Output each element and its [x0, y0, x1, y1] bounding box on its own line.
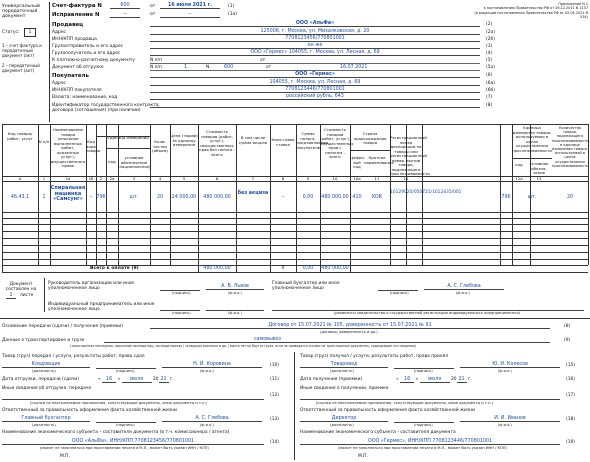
giver-fio-hint: (ф.и.о.): [200, 369, 214, 373]
field-value: [150, 102, 480, 108]
column-number: 12а: [515, 176, 523, 181]
table-cell-qty: 20: [156, 195, 164, 200]
receive-date[interactable]: « 16 » июля 20 21 г.: [396, 377, 472, 382]
column-number: 11: [374, 176, 380, 181]
field-underline: [150, 63, 480, 64]
field-value: 125008, г. Москва, ул. Михалковская, д. 20: [150, 29, 480, 35]
shipment-row-n-value: 1: [184, 65, 188, 70]
field-label: Валюта: наименование, код: [52, 95, 118, 100]
field-value: 104055, г. Москва, ул. Лесная, д. 69: [150, 80, 480, 86]
total-vat: 480 000,00: [321, 266, 349, 271]
receive-year-suffix: г.: [467, 377, 472, 382]
field-code: (7): [486, 95, 493, 100]
field-code: (5а): [486, 65, 495, 70]
receive-year: 21: [458, 377, 465, 382]
column-number: 8: [281, 176, 285, 181]
receive-date-code: (16): [566, 377, 576, 382]
ship-year: 21: [160, 377, 167, 382]
taker-position: Товаровед: [300, 362, 388, 368]
transport-value: самовывоз: [104, 337, 550, 343]
column-number: 3: [132, 176, 136, 181]
column-header-price: Цена (тариф) за единицу измерения: [170, 133, 198, 147]
taker-resp-label: Ответственный за правильность оформления факта хозяйственной жизни: [300, 408, 475, 413]
column-header-qty: Коли-чество (объем): [152, 139, 168, 153]
acc-sig-hint: (подпись): [390, 291, 409, 295]
table-cell-kind: --: [89, 195, 93, 200]
giver-name: Н. И. Коровина: [162, 362, 262, 368]
field-underline: [150, 70, 480, 71]
column-header-reg: Регистрационный номер декларации на товары или регистрационный номер партии товара, подлежащего прослеживаемости: [390, 135, 430, 176]
section-divider: [0, 318, 590, 319]
column-number: 4: [158, 176, 162, 181]
ip-sig-hint: (подпись): [172, 311, 191, 315]
giver-resp-name: А. С. Глебова: [162, 416, 262, 422]
column-header-country-code: Цифро-вой код: [350, 155, 366, 169]
giver-code: (10): [270, 363, 280, 368]
field-code: (5): [486, 58, 493, 63]
taker-resp-pos-hint: (должность): [330, 423, 354, 427]
giver-resp-fio-hint: (ф.и.о.): [200, 423, 214, 427]
table-cell-name: Спиральная машинка «Самсунг»: [50, 185, 86, 203]
giver-resp-position: Главный бухгалтер: [2, 416, 90, 422]
table-cell-npp: 1: [42, 195, 46, 200]
doc-type-label: Универсальный передаточный документ: [2, 4, 40, 20]
column-header-rate: Нало-говая ставка: [271, 137, 295, 147]
column-number: 13: [536, 176, 542, 181]
head-name: А. В. Львов: [206, 284, 264, 290]
column-number: 10: [332, 176, 338, 181]
field-label: Покупатель: [52, 73, 89, 79]
payment-row-from: от: [260, 58, 266, 63]
ship-other-label: Иные сведения об отгрузке, передаче: [2, 386, 92, 391]
giver-entity-value: ООО «АльФа», ИНН/КПП 7708123456/770801001: [2, 439, 264, 445]
appendix-note: Приложение N 1 к постановлению Правительства РФ от 26.12.2011 N 1137 (в редакции постановления Правительства РФ от 02.04.2021 N 534): [474, 2, 588, 20]
giver-stamp-place: М.П.: [60, 454, 70, 459]
field-code: (2): [486, 22, 493, 27]
correction-date: --: [160, 12, 220, 18]
taker-entity-code: (19): [566, 440, 576, 445]
ship-year-suffix: г.: [169, 377, 174, 382]
column-header-unit: Единица измерения: [107, 135, 149, 140]
doc-pages-label: Документ составлен на: [5, 282, 37, 292]
total-cost: 480 000,00: [203, 266, 231, 271]
table-vline: [588, 124, 589, 265]
acc-fio-hint: (ф.и.о.): [456, 291, 470, 295]
taker-entity-hint: (может не заполняться при проставлении печати в М.П., может быть указан ИНН / КПП): [338, 446, 507, 450]
ip-label: Индивидуальный предприниматель или иное уполномоченное лицо: [48, 302, 155, 312]
table-subline: [512, 158, 552, 159]
column-number: 10а: [353, 176, 361, 181]
field-label: ИНН/КПП продавца: [52, 37, 97, 42]
giver-entity-code: (14): [270, 440, 280, 445]
table-cell-price: 24 000,00: [171, 195, 197, 200]
column-header-trace-code: код: [515, 162, 523, 167]
doc-pages-value: 1: [6, 293, 16, 299]
field-label: Продавец: [52, 22, 84, 28]
table-cell-unit-code: 796: [96, 195, 106, 200]
column-number: 7: [251, 176, 255, 181]
field-label: Адрес: [52, 81, 66, 86]
basis-hint: (договор; доверенность и др.): [320, 330, 378, 334]
taker-resp-name: И. И. Иванов: [460, 416, 560, 422]
field-label: Документ об отгрузке: [52, 65, 104, 70]
field-label: Грузополучатель и его адрес: [52, 51, 121, 56]
sig-divider: [44, 278, 45, 312]
table-cell-cost-vat: 480 000,00: [321, 195, 349, 200]
table-vline: [2, 265, 3, 272]
receive-other-hint: (ссылки на неотъемлемые приложения, сопутствующие документы, иные документы и т.п.): [316, 401, 494, 405]
transport-code: (9): [564, 338, 571, 343]
basis-label: Основание передачи (сдачи) / получения (приемки): [2, 324, 123, 329]
shipment-row-no-value: 600: [224, 65, 234, 70]
ip-requisites-hint: (реквизиты свидетельства о государственной регистрации индивидуального предпринимателя): [334, 311, 521, 315]
field-code: (8): [486, 103, 493, 108]
taker-sig-hint: (подпись): [414, 369, 433, 373]
receive-other-code: (17): [566, 393, 576, 398]
giver-entity-hint: (может не заполняться при проставлении печати в М.П., может быть указан ИНН / КПП): [40, 446, 209, 450]
field-code: (4): [486, 51, 493, 56]
transport-label: Данные о транспортировке и грузе: [2, 338, 85, 343]
column-number: 5: [182, 176, 186, 181]
ip-fio-hint: (ф.и.о.): [228, 311, 242, 315]
field-value: ООО «Гермес» 104055, г. Москва, ул. Лесная, д. 69: [150, 50, 480, 56]
receive-month: июля: [420, 377, 450, 383]
field-code: (6а): [486, 81, 495, 86]
column-header-name: Наименование товара (описание выполненных работ, оказанных услуг), имущественного права: [50, 127, 86, 168]
receive-other-label: Иные сведения о получении, приемке: [300, 386, 389, 391]
taker-pos-hint: (должность): [330, 369, 354, 373]
head-fio-hint: (ф.и.о.): [228, 291, 242, 295]
ship-other-code: (12): [270, 393, 280, 398]
column-number: 6: [215, 176, 219, 181]
table-subline: [106, 148, 150, 149]
field-value: российский рубль, 643: [150, 94, 480, 100]
field-label: К платежно-расчетному документу: [52, 58, 135, 63]
ship-date-label: Дата отгрузки, передачи (сдачи): [2, 377, 79, 382]
column-header-excise: В том числе сумма акциза: [238, 135, 268, 145]
field-code: (3): [486, 44, 493, 49]
giver-label: Товар (груз) передал / услуги, результаты работ, права сдал: [2, 354, 145, 359]
status-label: Статус:: [2, 30, 20, 35]
column-number: 9: [306, 176, 310, 181]
receive-date-label: Дата получения (приемки): [300, 377, 363, 382]
invoice-code: (1): [228, 4, 235, 9]
taker-stamp-place: М.П.: [358, 454, 368, 459]
correction-from: от: [150, 12, 156, 17]
column-header-unit-code: код: [108, 159, 116, 164]
invoice-number: 600: [110, 3, 140, 9]
payment-row-n-label: N п/п: [150, 58, 162, 63]
column-header-cost_no_vat: Стоимость товаров (работ, услуг), имущественных прав без налога - всего: [199, 129, 235, 157]
table-subline: [350, 150, 390, 151]
total-x: Х: [281, 266, 285, 271]
accountant-label: Главный бухгалтер или иное уполномоченное лицо: [272, 281, 340, 291]
column-header-country-name: Краткое наименование: [364, 155, 394, 165]
field-value: он же: [150, 43, 480, 49]
receive-other-line: [300, 397, 560, 400]
column-number: 1: [42, 176, 46, 181]
column-header-code: Код товара/ работ, услуг: [7, 131, 33, 141]
shipment-row-n-label: N п/п: [150, 65, 162, 70]
correction-title: Исправление N: [52, 12, 100, 18]
field-code: (6б): [486, 88, 495, 93]
status-note-2: 2 – передаточный документ (акт): [2, 63, 40, 73]
taker-entity-value: ООО «Гермес», ИНН/КПП 7708123446/770801001: [300, 439, 560, 445]
shipment-row-no-label: N: [206, 65, 210, 70]
table-cell-rate: --: [281, 195, 285, 200]
giver-sig-hint: (подпись): [116, 369, 135, 373]
field-code: (2а): [486, 30, 495, 35]
column-header-trace-qty: Количество товара, подлежащего прослеживаемости, в единице измерения товара, используемой в целях осуществления прослеживаемости: [552, 126, 590, 168]
doc-pages-unit: листе: [20, 293, 34, 298]
total-tax: 0,00: [302, 266, 314, 271]
basis-value: Договор от 15.07.2021 № 105, доверенность от 15.07.2021 № 91: [150, 323, 550, 329]
column-header-npp: N п/п: [38, 139, 50, 144]
correction-number: --: [110, 12, 140, 18]
field-code: (2б): [486, 37, 495, 42]
field-value: ООО «АльФа»: [150, 21, 480, 27]
column-number: 12: [403, 176, 409, 181]
ship-other-hint: (ссылки на неотъемлемые приложения, сопутствующие документы, иные документы и т.п.): [30, 401, 208, 405]
taker-resp-position: Директор: [300, 416, 388, 422]
total-label: Всего к оплате (9): [90, 266, 139, 271]
table-vline: [236, 265, 237, 272]
head-sig-hint: (подпись): [172, 291, 191, 295]
table-cell-cost: 480 000,00: [203, 195, 231, 200]
column-header-cost_vat: Стоимость товаров (работ, услуг), имущественных прав с налогом - всего: [320, 127, 354, 159]
giver-pos-hint: (должность): [32, 369, 56, 373]
field-label: Адрес: [52, 30, 66, 35]
status-box: 1: [24, 28, 36, 37]
column-header-unit-name: условное обозначение (национальное): [118, 155, 151, 169]
giver-entity-label: Наименование экономического субъекта – составителя документа (в т.ч. комиссионера / агента): [2, 430, 230, 435]
taker-code: (15): [566, 363, 576, 368]
transport-hint: (транспортная накладная, поручение экспедитору, экспедиторская / складская расписка и др. / масса нетто/ брутто груза, если не приводятся ссылки на транспортные документы, содержащие эти сведения): [70, 344, 417, 348]
field-code: (6): [486, 73, 493, 78]
correction-code: (1а): [228, 12, 237, 17]
taker-resp-code: (18): [566, 417, 576, 422]
giver-position: Кладовщик: [2, 362, 90, 368]
column-number: 1а: [65, 176, 71, 181]
taker-fio-hint: (ф.и.о.): [498, 369, 512, 373]
table-cell-excise: без акциза: [237, 191, 269, 196]
shipment-row-date: 16.07.2021: [340, 65, 368, 70]
field-label: Идентификатор государственного контракта, договора (соглашения) (при наличии): [52, 103, 160, 113]
ship-month: июля: [122, 377, 152, 383]
taker-resp-fio-hint: (ф.и.о.): [498, 423, 512, 427]
column-header-kind: Код вида товара: [86, 139, 101, 153]
invoice-from: от: [150, 4, 156, 9]
head-label: Руководитель организации или иное уполномоченное лицо: [48, 281, 135, 291]
column-number: А: [18, 176, 22, 181]
column-header-country: Страна происхождения товара: [353, 131, 387, 145]
table-cell-trace-name: шт.: [527, 195, 537, 200]
table-cell-tax: 0,00: [302, 195, 314, 200]
taker-label: Товар (груз) получил / услуги, результаты работ, права принял: [300, 354, 449, 359]
column-header-trace-name: условное обозна-чение: [529, 161, 549, 175]
field-value: ООО «Гермес»: [150, 72, 480, 78]
field-label: Грузоотправитель и его адрес: [52, 44, 124, 49]
receive-day: 16: [400, 377, 414, 383]
table-hline: [2, 272, 588, 273]
left-divider: [49, 2, 50, 122]
table-cell-trace-qty: 20: [566, 195, 574, 200]
giver-resp-pos-hint: (должность): [32, 423, 56, 427]
taker-entity-label: Наименование экономического субъекта - составителя документа: [300, 430, 456, 435]
table-cell-unit-name: шт.: [129, 195, 139, 200]
column-header-trace-unit: Единица измерения товара, используемая в целях осуществления прослеживаемости: [512, 125, 552, 153]
invoice-date: 16 июля 2021 г.: [160, 3, 220, 9]
column-header-tax: Сумма налога, предъявляемая покупателю: [296, 131, 329, 150]
field-value: 7708123456/770801001: [150, 36, 480, 42]
table-cell-reg: 10129020/050721/1012435/001: [390, 190, 462, 195]
accountant-name: А. С. Глебова: [424, 284, 504, 290]
shipment-row-from: от: [266, 65, 272, 70]
ship-other-line: [2, 397, 264, 400]
table-vline: [350, 265, 351, 272]
column-number: 2а: [109, 176, 115, 181]
ship-date[interactable]: « 16 » июля 20 21 г.: [98, 377, 174, 382]
field-label: ИНН/КПП покупателя: [52, 88, 102, 93]
column-number: 2: [99, 176, 103, 181]
basis-code: (8): [564, 324, 571, 329]
table-cell-code: 46.43.1: [10, 195, 30, 200]
ship-date-code: (11): [270, 377, 280, 382]
unit-header-line: [96, 136, 150, 137]
column-number: 1б: [88, 176, 94, 181]
taker-name: Ю. И. Колесов: [460, 362, 560, 368]
status-note-1: 1 – счет-фактура и передаточный документ (акт): [2, 43, 42, 58]
table-cell-trace-code: 796: [501, 195, 511, 200]
invoice-title: Счет-фактура N: [52, 3, 102, 9]
bottom-divider: [294, 352, 295, 460]
ship-day: 16: [102, 377, 116, 383]
table-cell-country-code: 410: [352, 195, 362, 200]
field-value: 7708123446/770801001: [150, 87, 480, 93]
taker-resp-sig-hint: (подпись): [414, 423, 433, 427]
giver-resp-code: (13): [270, 417, 280, 422]
table-cell-country-name: KOR: [372, 195, 382, 200]
table-vline: [106, 124, 107, 265]
giver-resp-label: Ответственный за правильность оформления факта хозяйственной жизни: [2, 408, 177, 413]
giver-resp-sig-hint: (подпись): [116, 423, 135, 427]
